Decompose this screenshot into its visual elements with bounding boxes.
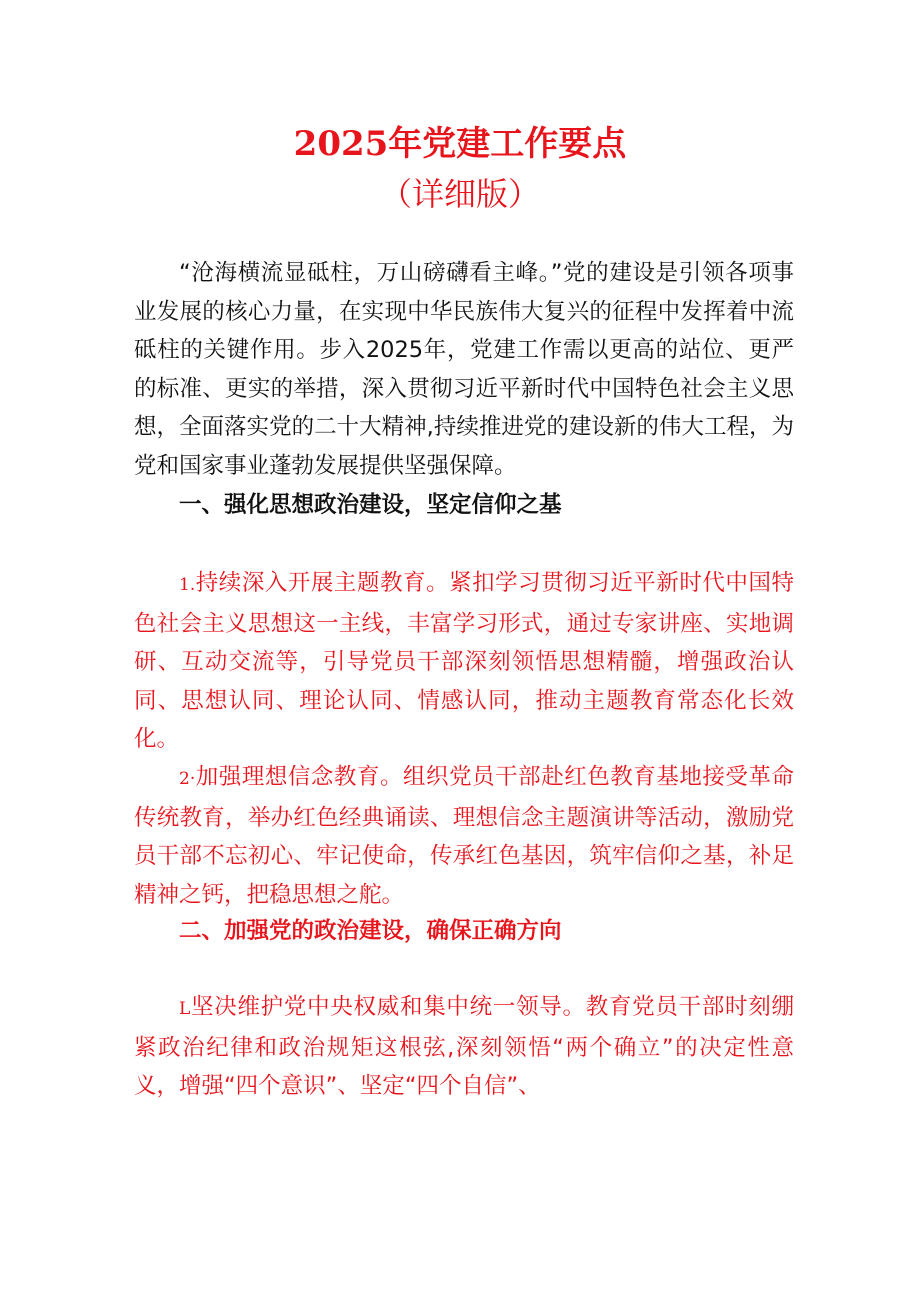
item-text: 持续深入开展主题教育。紧扣学习贯彻习近平新时代中国特色社会主义思想这一主线，丰富学习形式，通过专家讲座、实地调研、互动交流等，引导党员干部深刻领悟思想精髓，增强政治认同、思想认同、理论认同、情感认同，推动主题教育常态化长效化。 [134, 570, 794, 752]
document-title: 2025年党建工作要点 [293, 124, 627, 164]
item-number: 1. [179, 575, 196, 595]
document-subtitle: （详细版） [379, 175, 540, 213]
intro-paragraph: “沧海横流显砥柱，万山磅礴看主峰。”党的建设是引领各项事业发展的核心力量，在实现中华民族伟大复兴的征程中发挥着中流砥柱的关键作用。步入2025年，党建工作需以更高的站位、更严的标准、更实的举措，深入贯彻习近平新时代中国特色社会主义思想，全面落实党的二十大精神,持续推进党的建设新的伟大工程，为党和国家事业蓬勃发展提供坚强保障。 [134, 260, 794, 479]
item-number: L [179, 999, 191, 1019]
item-number: 2· [179, 769, 196, 789]
section-2-item-1 [134, 988, 794, 1106]
section-1-item-1 [134, 564, 794, 759]
item-text: 坚决维护党中央权威和集中统一领导。教育党员干部时刻绷紧政治纪律和政治规矩这根弦,深刻领悟“两个确立”的决定性意义，增强“四个意识”、坚定“四个自信”、 [134, 994, 794, 1099]
item-text: 加强理想信念教育。组织党员干部赴红色教育基地接受革命传统教育，举办红色经典诵读、理想信念主题演讲等活动，激励党员干部不忘初心、牢记使命，传承红色基因，筑牢信仰之基，补足精神之钙，把稳思想之舵。 [134, 764, 794, 908]
section-heading-1: 一、强化思想政治建设，坚定信仰之基 [179, 492, 562, 518]
section-1-item-2 [134, 758, 794, 914]
section-heading-2: 二、加强党的政治建设，确保正确方向 [179, 918, 562, 944]
